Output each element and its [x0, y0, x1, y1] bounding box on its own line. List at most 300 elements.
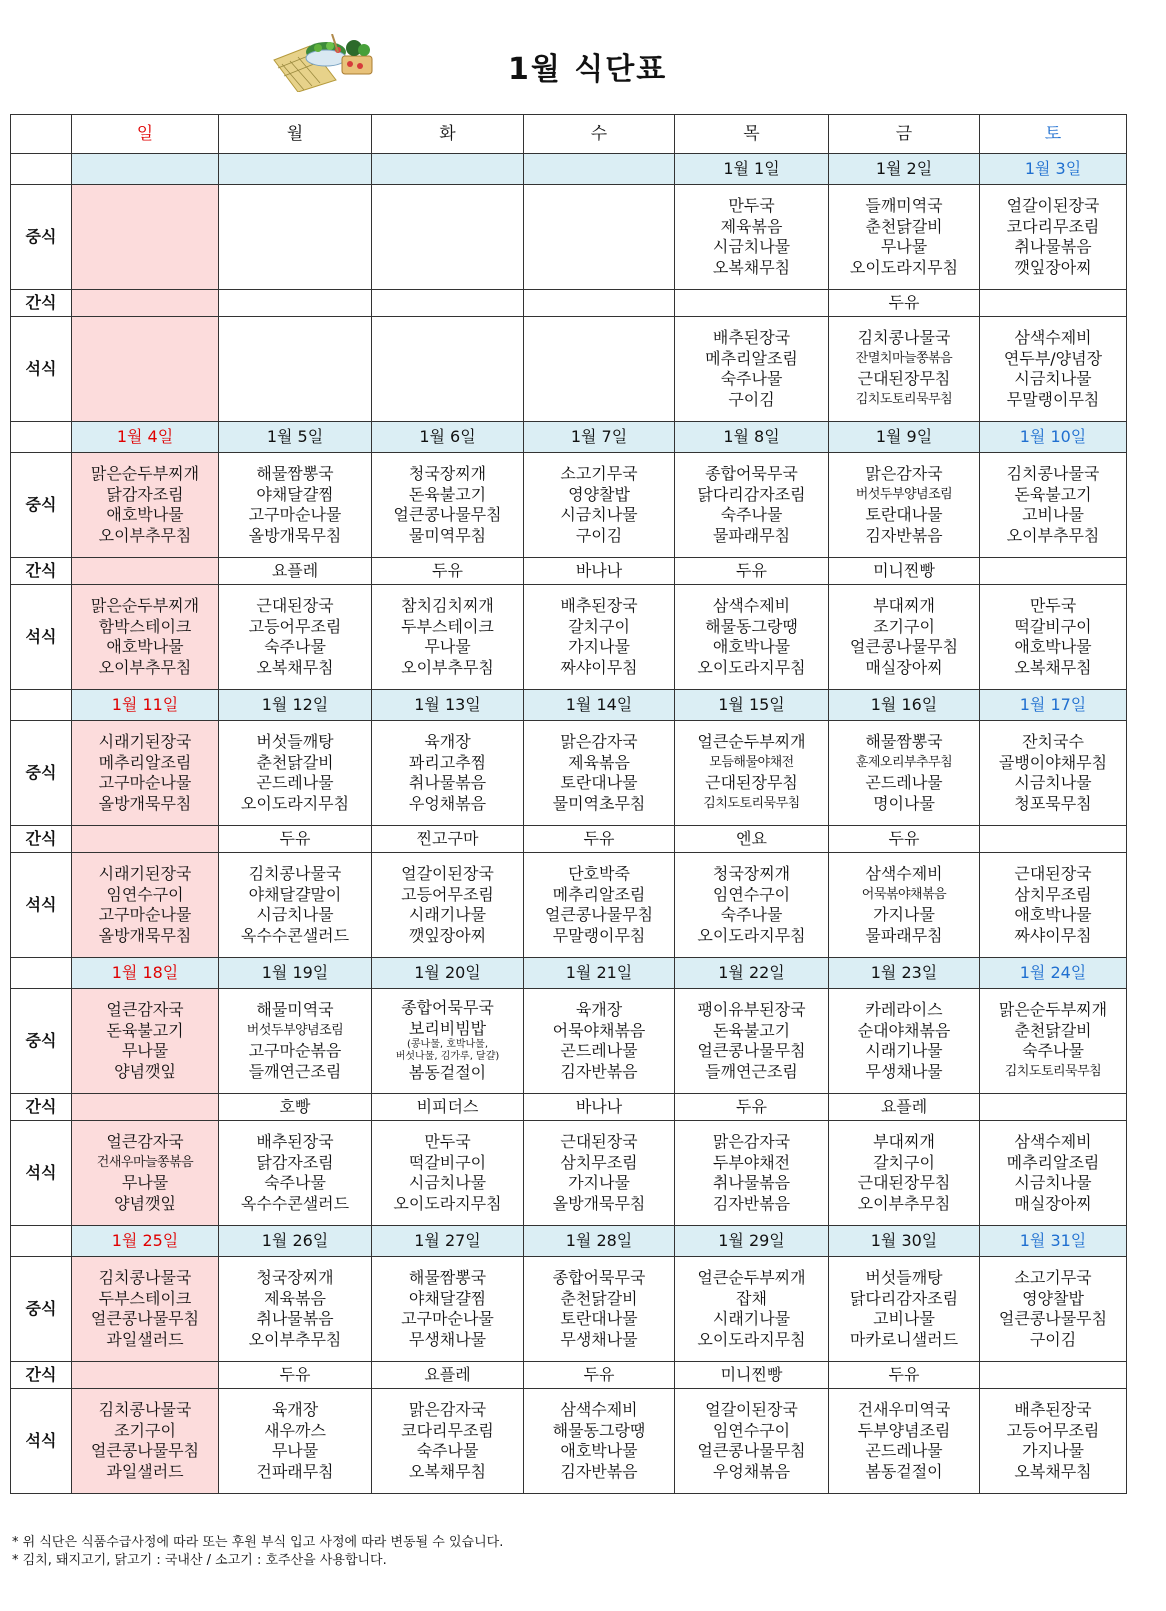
menu-item: 청국장찌개 — [408, 464, 487, 483]
header — [0, 30, 1166, 90]
menu-item: 두부스테이크 — [401, 616, 494, 636]
menu-item: 근대된장국 — [256, 596, 334, 615]
dinner-label: 석식 — [11, 1121, 72, 1226]
menu-cell — [72, 721, 219, 826]
menu-cell — [372, 721, 524, 826]
menu-item: 삼색수제비 — [712, 596, 791, 615]
menu-item: 떡갈비구이 — [408, 1152, 487, 1172]
date-row — [11, 1226, 1127, 1257]
menu-item: 시래기된장국 — [98, 732, 192, 751]
menu-item: 어묵야채볶음 — [552, 1020, 646, 1040]
menu-cell — [72, 1389, 219, 1494]
menu-cell — [675, 1389, 829, 1494]
menu-item: 고등어무조림 — [1006, 1420, 1100, 1440]
menu-item: 만두국 — [1029, 596, 1077, 615]
snack-cell — [524, 290, 675, 317]
menu-item: 청포묵무침 — [1014, 793, 1092, 813]
date-row — [11, 690, 1127, 721]
menu-item: 물미역무침 — [408, 525, 487, 545]
menu-item: 맑은감자국 — [560, 732, 638, 751]
menu-cell — [829, 1257, 980, 1362]
menu-cell — [219, 185, 372, 290]
menu-item: (콩나물, 호박나물, — [406, 1039, 489, 1051]
menu-item: 짜샤이무침 — [1014, 925, 1092, 945]
menu-item: 양념깻잎 — [114, 1193, 176, 1213]
menu-item: 곤드레나물 — [256, 773, 334, 792]
menu-item: 만두국 — [424, 1132, 471, 1151]
menu-item: 고구마순나물 — [248, 505, 342, 524]
menu-cell — [675, 989, 829, 1094]
menu-item: 떡갈비구이 — [1014, 616, 1092, 636]
date-cell: 1월 24일 — [980, 958, 1127, 989]
menu-item: 해물동그랑땡 — [705, 616, 798, 636]
menu-item: 춘천닭갈비 — [256, 752, 334, 772]
snack-cell: 두유 — [675, 1094, 829, 1121]
menu-item: 근대된장무침 — [857, 1173, 951, 1192]
day-header-row — [11, 115, 1127, 154]
menu-item: 봄동겉절이 — [408, 1063, 487, 1083]
menu-item: 김자반볶음 — [865, 525, 943, 545]
lunch-label: 중식 — [11, 453, 72, 558]
snack-cell: 두유 — [829, 1362, 980, 1389]
menu-item: 얼큰콩나물무침 — [393, 505, 502, 524]
menu-item: 오이부추무침 — [1006, 525, 1100, 545]
snack-cell — [675, 290, 829, 317]
dinner-label: 석식 — [11, 853, 72, 958]
menu-item: 매실장아찌 — [1014, 1193, 1092, 1213]
menu-item: 고등어무조림 — [401, 884, 494, 904]
menu-item: 오복채무침 — [1014, 1461, 1092, 1481]
menu-item: 시금치나물 — [560, 505, 638, 524]
menu-item: 가지나물 — [568, 1173, 630, 1192]
snack-row — [11, 1362, 1127, 1389]
dinner-row — [11, 853, 1127, 958]
menu-cell — [980, 721, 1127, 826]
menu-item: 삼치무조림 — [1014, 884, 1092, 904]
lunch-row — [11, 453, 1127, 558]
menu-item: 깻잎장아찌 — [1014, 257, 1092, 277]
menu-item: 무나물 — [271, 1441, 319, 1460]
snack-cell: 요플레 — [829, 1094, 980, 1121]
menu-item: 오이도라지무침 — [697, 925, 806, 945]
snack-cell — [372, 290, 524, 317]
menu-item: 소고기무국 — [560, 464, 638, 483]
menu-item: 버섯나물, 김가루, 달걀) — [395, 1051, 500, 1063]
date-row-label — [11, 1226, 72, 1257]
menu-item: 들깨미역국 — [865, 196, 943, 215]
menu-item: 오이도라지무침 — [393, 1193, 502, 1213]
menu-item: 무말랭이무침 — [552, 925, 646, 945]
menu-cell — [524, 453, 675, 558]
menu-item: 근대된장무침 — [705, 773, 798, 792]
menu-item: 모듬해물야채전 — [709, 754, 794, 770]
menu-item: 김자반볶음 — [560, 1461, 638, 1481]
menu-item: 참치김치찌개 — [401, 596, 494, 615]
dinner-label: 석식 — [11, 585, 72, 690]
menu-item: 얼큰콩나물무침 — [697, 1441, 806, 1460]
menu-cell — [72, 989, 219, 1094]
snack-cell — [72, 558, 219, 585]
menu-cell — [980, 989, 1127, 1094]
menu-item: 무생채나물 — [408, 1329, 487, 1349]
menu-item: 해물짬뽕국 — [256, 464, 334, 483]
dinner-label: 석식 — [11, 1389, 72, 1494]
menu-item: 야채달걀찜 — [256, 484, 334, 504]
menu-cell — [829, 585, 980, 690]
menu-item: 춘천닭갈비 — [1014, 1020, 1092, 1040]
menu-cell — [980, 585, 1127, 690]
menu-item: 옥수수콘샐러드 — [240, 1193, 350, 1213]
menu-cell — [524, 1121, 675, 1226]
date-cell — [524, 154, 675, 185]
lunch-label: 중식 — [11, 185, 72, 290]
menu-item: 고비나물 — [1022, 505, 1084, 524]
menu-item: 매실장아찌 — [865, 657, 943, 677]
date-cell: 1월 5일 — [219, 422, 372, 453]
snack-cell: 요플레 — [372, 1362, 524, 1389]
menu-item: 건새우미역국 — [857, 1400, 951, 1419]
menu-item: 시래기된장국 — [98, 864, 192, 883]
menu-item: 짜샤이무침 — [560, 657, 638, 677]
menu-item: 무나물 — [424, 637, 471, 656]
snack-cell — [980, 558, 1127, 585]
menu-item: 닭감자조림 — [256, 1152, 334, 1172]
menu-item: 오복채무침 — [256, 657, 334, 677]
menu-item: 돈육불고기 — [1014, 484, 1092, 504]
date-cell: 1월 2일 — [829, 154, 980, 185]
menu-item: 고구마순나물 — [401, 1309, 494, 1328]
menu-cell — [524, 721, 675, 826]
menu-item: 건파래무침 — [256, 1461, 334, 1481]
menu-cell — [829, 317, 980, 422]
menu-item: 시금치나물 — [1014, 1173, 1092, 1192]
menu-cell — [524, 1257, 675, 1362]
snack-cell — [980, 1362, 1127, 1389]
snack-row — [11, 1094, 1127, 1121]
menu-item: 구이김 — [728, 389, 775, 409]
menu-cell — [219, 317, 372, 422]
date-cell: 1월 11일 — [72, 690, 219, 721]
menu-cell — [829, 1121, 980, 1226]
menu-cell — [219, 721, 372, 826]
snack-cell — [980, 290, 1127, 317]
menu-item: 배추된장국 — [256, 1132, 334, 1151]
snack-cell: 찐고구마 — [372, 826, 524, 853]
menu-item: 가지나물 — [873, 905, 935, 924]
menu-item: 얼큰콩나물무침 — [998, 1309, 1108, 1328]
menu-item: 맑은감자국 — [712, 1132, 791, 1151]
snack-cell: 비피더스 — [372, 1094, 524, 1121]
dinner-row — [11, 585, 1127, 690]
snack-row — [11, 290, 1127, 317]
menu-item: 오복채무침 — [1014, 657, 1092, 677]
menu-cell — [72, 453, 219, 558]
menu-cell — [980, 317, 1127, 422]
menu-item: 두부양념조림 — [857, 1420, 951, 1440]
menu-item: 취나물볶음 — [256, 1309, 334, 1328]
menu-item: 얼큰콩나물무침 — [849, 637, 959, 656]
menu-cell — [219, 853, 372, 958]
menu-cell — [72, 585, 219, 690]
menu-item: 애호박나물 — [560, 1441, 638, 1460]
menu-item: 김자반볶음 — [712, 1193, 791, 1213]
day-header: 금 — [829, 115, 980, 154]
snack-label: 간식 — [11, 290, 72, 317]
menu-item: 근대된장무침 — [857, 369, 951, 388]
menu-item: 얼큰감자국 — [106, 1132, 184, 1151]
lunch-label: 중식 — [11, 1257, 72, 1362]
menu-item: 숙주나물 — [264, 1173, 326, 1192]
menu-cell — [675, 585, 829, 690]
menu-item: 우엉채볶음 — [712, 1461, 791, 1481]
menu-cell — [72, 1121, 219, 1226]
menu-item: 얼큰순두부찌개 — [697, 1268, 806, 1287]
date-cell: 1월 4일 — [72, 422, 219, 453]
menu-item: 코다리무조림 — [1006, 216, 1100, 236]
lunch-label: 중식 — [11, 721, 72, 826]
lunch-label: 중식 — [11, 989, 72, 1094]
menu-item: 골뱅이야채무침 — [998, 752, 1108, 772]
snack-cell: 엔요 — [675, 826, 829, 853]
date-cell: 1월 23일 — [829, 958, 980, 989]
menu-item: 취나물볶음 — [1014, 237, 1092, 256]
menu-item: 명이나물 — [873, 793, 935, 813]
date-cell: 1월 3일 — [980, 154, 1127, 185]
snack-cell: 두유 — [372, 558, 524, 585]
lunch-row — [11, 1257, 1127, 1362]
menu-cell — [980, 1257, 1127, 1362]
menu-item: 곤드레나물 — [865, 773, 943, 792]
menu-item: 영양찰밥 — [1022, 1288, 1084, 1308]
date-cell: 1월 21일 — [524, 958, 675, 989]
menu-item: 오이부추무침 — [98, 525, 192, 545]
menu-item: 해물짬뽕국 — [865, 732, 943, 751]
menu-cell — [372, 585, 524, 690]
menu-item: 훈제오리부추무침 — [855, 754, 953, 770]
menu-item: 취나물볶음 — [712, 1173, 791, 1192]
menu-item: 메추리알조림 — [98, 752, 192, 772]
menu-item: 삼색수제비 — [865, 864, 943, 883]
menu-item: 삼치무조림 — [560, 1152, 638, 1172]
menu-item: 애호박나물 — [106, 505, 184, 524]
menu-cell — [829, 853, 980, 958]
menu-item: 올방개묵무침 — [98, 793, 192, 813]
menu-item: 얼큰콩나물무침 — [90, 1309, 200, 1328]
menu-cell — [72, 317, 219, 422]
date-cell: 1월 16일 — [829, 690, 980, 721]
snack-label: 간식 — [11, 1362, 72, 1389]
menu-item: 닭다리감자조림 — [697, 484, 806, 504]
menu-item: 얼큰콩나물무침 — [544, 905, 654, 924]
menu-item: 올방개묵무침 — [552, 1193, 646, 1213]
menu-item: 오이도라지무침 — [697, 1329, 806, 1349]
menu-item: 토란대나물 — [865, 505, 943, 524]
menu-cell — [829, 1389, 980, 1494]
date-row — [11, 958, 1127, 989]
date-cell — [219, 154, 372, 185]
menu-item: 소고기무국 — [1014, 1268, 1092, 1287]
menu-item: 두부스테이크 — [98, 1288, 192, 1308]
date-cell: 1월 30일 — [829, 1226, 980, 1257]
menu-item: 숙주나물 — [416, 1441, 479, 1460]
menu-cell — [524, 989, 675, 1094]
menu-item: 돈육불고기 — [106, 1020, 184, 1040]
menu-item: 애호박나물 — [1014, 905, 1092, 924]
snack-cell — [72, 1362, 219, 1389]
menu-item: 어묵볶야채볶음 — [861, 886, 947, 902]
menu-item: 토란대나물 — [560, 773, 638, 792]
menu-item: 오이부추무침 — [401, 657, 494, 677]
date-cell: 1월 19일 — [219, 958, 372, 989]
menu-item: 오이도라지무침 — [240, 793, 350, 813]
menu-item: 돈육불고기 — [712, 1020, 791, 1040]
snack-label: 간식 — [11, 558, 72, 585]
menu-item: 시금치나물 — [712, 237, 791, 256]
snack-cell: 미니찐빵 — [675, 1362, 829, 1389]
menu-item: 깻잎장아찌 — [408, 925, 487, 945]
menu-item: 시래기나물 — [712, 1309, 791, 1328]
menu-item: 고구마순나물 — [98, 773, 192, 792]
menu-cell — [372, 989, 524, 1094]
menu-item: 연두부/양념장 — [1003, 348, 1103, 368]
menu-item: 조기구이 — [114, 1420, 176, 1440]
menu-cell — [219, 1389, 372, 1494]
menu-item: 잔멸치마늘쫑볶음 — [855, 350, 953, 366]
menu-item: 무생채나물 — [865, 1061, 943, 1081]
menu-item: 고비나물 — [873, 1309, 935, 1328]
menu-item: 버섯두부양념조림 — [855, 486, 953, 502]
menu-item: 올방개묵무침 — [248, 525, 342, 545]
menu-item: 무생채나물 — [560, 1329, 638, 1349]
menu-item: 숙주나물 — [1022, 1041, 1084, 1060]
snack-cell: 두유 — [524, 1362, 675, 1389]
menu-cell — [675, 721, 829, 826]
menu-item: 삼색수제비 — [1014, 328, 1092, 347]
menu-item: 메추리알조림 — [552, 884, 646, 904]
menu-item: 가지나물 — [1022, 1441, 1084, 1460]
menu-cell — [980, 1121, 1127, 1226]
snack-label: 간식 — [11, 1094, 72, 1121]
date-cell: 1월 26일 — [219, 1226, 372, 1257]
snack-cell — [72, 1094, 219, 1121]
date-cell: 1월 6일 — [372, 422, 524, 453]
menu-cell — [980, 185, 1127, 290]
menu-item: 맑은감자국 — [865, 464, 943, 483]
menu-item: 제육볶음 — [264, 1288, 326, 1308]
menu-item: 해물동그랑땡 — [552, 1420, 646, 1440]
menu-item: 함박스테이크 — [98, 616, 192, 636]
menu-item: 메추리알조림 — [705, 348, 798, 368]
date-cell — [372, 154, 524, 185]
menu-item: 물파래무침 — [712, 525, 791, 545]
menu-item: 종합어묵무국 — [552, 1268, 646, 1287]
menu-item: 얼큰콩나물무침 — [90, 1441, 200, 1460]
menu-cell — [675, 1257, 829, 1362]
menu-item: 제육볶음 — [568, 752, 630, 772]
menu-item: 얼큰감자국 — [106, 1000, 184, 1019]
menu-item: 얼갈이된장국 — [1006, 196, 1100, 215]
date-cell: 1월 10일 — [980, 422, 1127, 453]
menu-item: 물파래무침 — [865, 925, 943, 945]
menu-item: 숙주나물 — [720, 369, 783, 388]
date-cell: 1월 8일 — [675, 422, 829, 453]
snack-cell: 미니찐빵 — [829, 558, 980, 585]
date-row-label — [11, 422, 72, 453]
menu-item: 애호박나물 — [1014, 637, 1092, 656]
menu-cell — [72, 1257, 219, 1362]
date-row — [11, 422, 1127, 453]
menu-item: 김치콩나물국 — [98, 1268, 192, 1287]
menu-item: 닭감자조림 — [106, 484, 184, 504]
date-cell: 1월 27일 — [372, 1226, 524, 1257]
menu-item: 오이부추무침 — [857, 1193, 951, 1213]
menu-item: 버섯들깨탕 — [865, 1268, 943, 1287]
menu-cell — [524, 1389, 675, 1494]
menu-item: 토란대나물 — [560, 1309, 638, 1328]
date-row-label — [11, 154, 72, 185]
day-header: 토 — [980, 115, 1127, 154]
menu-cell — [372, 185, 524, 290]
date-cell: 1월 22일 — [675, 958, 829, 989]
date-cell: 1월 15일 — [675, 690, 829, 721]
date-row-label — [11, 958, 72, 989]
menu-item: 영양찰밥 — [568, 484, 630, 504]
dinner-row — [11, 1389, 1127, 1494]
lunch-row — [11, 185, 1127, 290]
snack-cell: 바나나 — [524, 1094, 675, 1121]
snack-cell — [980, 826, 1127, 853]
menu-item: 구이김 — [1029, 1329, 1077, 1349]
day-header: 목 — [675, 115, 829, 154]
menu-item: 곤드레나물 — [865, 1441, 943, 1460]
menu-item: 애호박나물 — [712, 637, 791, 656]
menu-cell — [829, 989, 980, 1094]
snack-cell: 두유 — [219, 826, 372, 853]
footnotes — [12, 1534, 503, 1570]
menu-item: 무나물 — [880, 237, 928, 256]
menu-item: 종합어묵무국 — [401, 998, 494, 1018]
date-cell: 1월 25일 — [72, 1226, 219, 1257]
menu-item: 잔치국수 — [1022, 732, 1084, 751]
menu-item: 돈육불고기 — [408, 484, 487, 504]
menu-cell — [372, 1121, 524, 1226]
lunch-row — [11, 721, 1127, 826]
header-corner — [11, 115, 72, 154]
menu-item: 육개장 — [424, 732, 471, 751]
menu-cell — [372, 453, 524, 558]
menu-item: 종합어묵무국 — [705, 464, 798, 483]
menu-item: 카레라이스 — [865, 1000, 943, 1019]
lunch-row — [11, 989, 1127, 1094]
snack-cell: 바나나 — [524, 558, 675, 585]
menu-item: 버섯두부양념조림 — [246, 1022, 344, 1038]
date-cell: 1월 13일 — [372, 690, 524, 721]
date-cell: 1월 31일 — [980, 1226, 1127, 1257]
menu-item: 육개장 — [575, 1000, 623, 1019]
day-header: 월 — [219, 115, 372, 154]
date-cell: 1월 9일 — [829, 422, 980, 453]
menu-item: 오이도라지무침 — [849, 257, 959, 277]
menu-cell — [524, 585, 675, 690]
menu-item: 김치도토리묵무침 — [855, 391, 953, 407]
dinner-label: 석식 — [11, 317, 72, 422]
date-cell: 1월 20일 — [372, 958, 524, 989]
menu-item: 만두국 — [728, 196, 775, 215]
menu-item: 과일샐러드 — [106, 1329, 184, 1349]
snack-cell: 두유 — [829, 826, 980, 853]
menu-item: 봄동겉절이 — [865, 1461, 943, 1481]
menu-item: 숙주나물 — [264, 637, 326, 656]
